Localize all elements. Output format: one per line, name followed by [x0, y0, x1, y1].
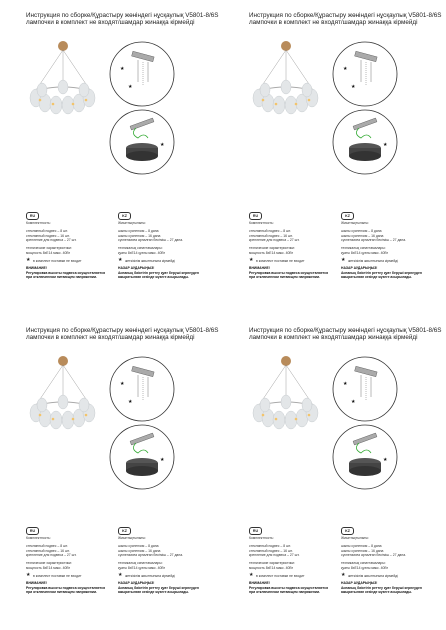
- star-icon: ★: [118, 257, 123, 263]
- ru-tech-heading: технические характеристики:: [249, 246, 295, 250]
- kz-tech-heading: техникалық сипаттамалары:: [341, 246, 386, 250]
- kz-warning-line: ажыратылған кезінде жүзеге асырылады.: [118, 275, 190, 279]
- kz-item: суспензияға арналған бекіткіш – 27 дана.: [341, 238, 407, 242]
- kz-badge: KZ: [341, 212, 354, 220]
- ru-warning-line: Регулировка высоты подвеса осуществляется: [249, 585, 329, 590]
- kz-warning-line: Аспаның биіктігін реттеу қуат беруші кернеуден: [118, 585, 199, 590]
- ru-warning-line: Регулировка высоты подвеса осуществляется: [26, 585, 106, 590]
- svg-text:★: ★: [128, 399, 133, 405]
- ru-tech-heading: технические характеристики:: [26, 246, 72, 250]
- ru-item: стеклянный подвес – 8 шт.: [26, 544, 68, 548]
- ru-badge: RU: [26, 527, 39, 535]
- title-line-2: лампочки в комплект не входят/шамдар жинаққа кірмейді: [26, 334, 195, 342]
- kz-tech-value: қуаты 8xE14 қуаты макс. 40Вт: [118, 565, 166, 570]
- svg-text:★: ★: [120, 66, 125, 72]
- ru-heading: Комплектность:: [26, 536, 51, 540]
- kz-warning-line: ажыратылған кезінде жүзеге асырылады.: [341, 275, 413, 279]
- star-icon: ★: [26, 257, 31, 263]
- canopy-wiring-detail-icon: [331, 108, 399, 176]
- ru-item: стеклянный подвес – 16 шт.: [26, 548, 70, 553]
- ru-badge: RU: [249, 212, 262, 220]
- kz-item: шыны суспензия – 8 дана: [118, 544, 159, 548]
- kz-item: шыны суспензия – 16 дана: [341, 548, 384, 553]
- instruction-card: [223, 0, 446, 315]
- ru-star-note: в комплект поставки не входит: [33, 258, 82, 263]
- ru-badge: RU: [249, 527, 262, 535]
- kz-heading: Жиынтықтылығы:: [118, 221, 146, 225]
- canopy-wiring-detail-icon: [108, 108, 176, 176]
- kz-warning-title: НАЗАР АУДАРЫҢЫЗ!: [341, 266, 378, 270]
- kz-item: суспензияға арналған бекіткіш – 27 дана.: [118, 238, 184, 242]
- title-line-2: лампочки в комплект не входят/шамдар жинаққа кірмейді: [249, 19, 418, 27]
- ru-warning-line: Регулировка высоты подвеса осуществляется: [26, 270, 106, 275]
- instruction-title: [26, 327, 220, 342]
- ru-warning-line: при отключенном питающем напряжении.: [249, 275, 320, 279]
- ru-warning-line: при отключенном питающем напряжении.: [249, 590, 320, 594]
- kz-badge: KZ: [118, 212, 131, 220]
- svg-text:★: ★: [160, 142, 165, 148]
- svg-text:★: ★: [343, 381, 348, 387]
- ru-star-note: в комплект поставки не входит: [256, 258, 305, 263]
- ru-warning-title: ВНИМАНИЕ!: [26, 266, 47, 270]
- kz-heading: Жиынтықтылығы:: [118, 536, 146, 540]
- kz-star-note: жеткізілім жиынтығына кірмейді: [348, 573, 398, 578]
- kz-warning-line: Аспаның биіктігін реттеу қуат беруші кернеуден: [118, 270, 199, 275]
- ru-item: стеклянный подвес – 16 шт.: [249, 233, 293, 238]
- svg-text:★: ★: [128, 84, 133, 90]
- star-icon: ★: [249, 257, 254, 263]
- kz-item: суспензияға арналған бекіткіш – 27 дана.: [118, 553, 184, 557]
- svg-text:★: ★: [351, 84, 356, 90]
- ceiling-mount-detail-icon: [108, 355, 176, 423]
- svg-text:★: ★: [383, 142, 388, 148]
- svg-text:★: ★: [351, 399, 356, 405]
- instruction-title: [249, 327, 443, 342]
- star-icon: ★: [341, 257, 346, 263]
- ru-item: крепление для подвеса – 27 шт.: [26, 553, 77, 557]
- kz-item: шыны суспензия – 8 дана: [341, 544, 382, 548]
- kz-tech-value: қуаты 8xE14 қуаты макс. 40Вт: [118, 250, 166, 255]
- ru-tech-heading: технические характеристики:: [26, 561, 72, 565]
- kz-warning-title: НАЗАР АУДАРЫҢЫЗ!: [341, 581, 378, 585]
- ru-warning-title: ВНИМАНИЕ!: [26, 581, 47, 585]
- ru-item: стеклянный подвес – 16 шт.: [26, 233, 70, 238]
- ru-star-note: в комплект поставки не входит: [33, 573, 82, 578]
- ru-item: крепление для подвеса – 27 шт.: [249, 553, 300, 557]
- instruction-title: [26, 12, 220, 27]
- kz-tech-heading: техникалық сипаттамалары:: [118, 561, 163, 565]
- kz-warning-line: ажыратылған кезінде жүзеге асырылады.: [341, 590, 413, 594]
- instruction-card: [0, 0, 223, 315]
- ru-heading: Комплектность:: [26, 221, 51, 225]
- instruction-title: [249, 12, 443, 27]
- kz-warning-line: ажыратылған кезінде жүзеге асырылады.: [118, 590, 190, 594]
- ru-warning-line: Регулировка высоты подвеса осуществляется: [249, 270, 329, 275]
- kz-warning-line: Аспаның биіктігін реттеу қуат беруші кернеуден: [341, 270, 422, 275]
- ru-heading: Комплектность:: [249, 536, 274, 540]
- star-icon: ★: [249, 572, 254, 578]
- chandelier-illustration: [243, 355, 329, 465]
- kz-star-note: жеткізілім жиынтығына кірмейді: [348, 258, 398, 263]
- chandelier-illustration: [20, 355, 106, 465]
- ru-warning-line: при отключенном питающем напряжении.: [26, 275, 97, 279]
- star-icon: ★: [118, 572, 123, 578]
- svg-text:★: ★: [160, 457, 165, 463]
- kz-heading: Жиынтықтылығы:: [341, 536, 369, 540]
- title-line-1: Инструкция по сборке/Құрастыру жөніндегі нұсқаулық V5801-8/6S: [26, 327, 219, 334]
- ru-warning-title: ВНИМАНИЕ!: [249, 266, 270, 270]
- kz-warning-title: НАЗАР АУДАРЫҢЫЗ!: [118, 266, 155, 270]
- kz-warning-title: НАЗАР АУДАРЫҢЫЗ!: [118, 581, 155, 585]
- ru-tech-value: мощность 8xE14 макс. 40Вт: [26, 250, 71, 255]
- kz-star-note: жеткізілім жиынтығына кірмейді: [125, 573, 175, 578]
- kz-item: суспензияға арналған бекіткіш – 27 дана.: [341, 553, 407, 557]
- kz-item: шыны суспензия – 8 дана: [341, 229, 382, 233]
- ru-tech-heading: технические характеристики:: [249, 561, 295, 565]
- title-line-2: лампочки в комплект не входят/шамдар жинаққа кірмейді: [26, 19, 195, 27]
- ru-warning-title: ВНИМАНИЕ!: [249, 581, 270, 585]
- kz-warning-line: Аспаның биіктігін реттеу қуат беруші кернеуден: [341, 585, 422, 590]
- kz-item: шыны суспензия – 16 дана: [118, 233, 161, 238]
- kz-star-note: жеткізілім жиынтығына кірмейді: [125, 258, 175, 263]
- ru-star-note: в комплект поставки не входит: [256, 573, 305, 578]
- ru-item: стеклянный подвес – 8 шт.: [26, 229, 68, 233]
- kz-tech-heading: техникалық сипаттамалары:: [118, 246, 163, 250]
- ru-heading: Комплектность:: [249, 221, 274, 225]
- ru-item: стеклянный подвес – 16 шт.: [249, 548, 293, 553]
- kz-item: шыны суспензия – 16 дана: [118, 548, 161, 553]
- ru-item: стеклянный подвес – 8 шт.: [249, 544, 291, 548]
- kz-badge: KZ: [118, 527, 131, 535]
- title-line-1: Инструкция по сборке/Құрастыру жөніндегі нұсқаулық V5801-8/6S: [26, 12, 219, 19]
- kz-item: шыны суспензия – 8 дана: [118, 229, 159, 233]
- ceiling-mount-detail-icon: [108, 40, 176, 108]
- star-icon: ★: [26, 572, 31, 578]
- svg-text:★: ★: [383, 457, 388, 463]
- instruction-card: [223, 315, 446, 630]
- ru-tech-value: мощность 8xE14 макс. 40Вт: [249, 250, 294, 255]
- kz-tech-value: қуаты 8xE14 қуаты макс. 40Вт: [341, 250, 389, 255]
- kz-badge: KZ: [341, 527, 354, 535]
- title-line-2: лампочки в комплект не входят/шамдар жинаққа кірмейді: [249, 334, 418, 342]
- canopy-wiring-detail-icon: [331, 423, 399, 491]
- ru-warning-line: при отключенном питающем напряжении.: [26, 590, 97, 594]
- ru-badge: RU: [26, 212, 39, 220]
- ru-tech-value: мощность 8xE14 макс. 40Вт: [249, 565, 294, 570]
- kz-heading: Жиынтықтылығы:: [341, 221, 369, 225]
- ru-item: крепление для подвеса – 27 шт.: [249, 238, 300, 242]
- kz-tech-heading: техникалық сипаттамалары:: [341, 561, 386, 565]
- kz-item: шыны суспензия – 16 дана: [341, 233, 384, 238]
- ceiling-mount-detail-icon: [331, 40, 399, 108]
- star-icon: ★: [341, 572, 346, 578]
- canopy-wiring-detail-icon: [108, 423, 176, 491]
- svg-text:★: ★: [343, 66, 348, 72]
- ru-item: стеклянный подвес – 8 шт.: [249, 229, 291, 233]
- kz-tech-value: қуаты 8xE14 қуаты макс. 40Вт: [341, 565, 389, 570]
- ru-tech-value: мощность 8xE14 макс. 40Вт: [26, 565, 71, 570]
- ceiling-mount-detail-icon: [331, 355, 399, 423]
- instruction-card: [0, 315, 223, 630]
- title-line-1: Инструкция по сборке/Құрастыру жөніндегі нұсқаулық V5801-8/6S: [249, 12, 442, 19]
- svg-text:★: ★: [120, 381, 125, 387]
- ru-item: крепление для подвеса – 27 шт.: [26, 238, 77, 242]
- chandelier-illustration: [243, 40, 329, 150]
- chandelier-illustration: [20, 40, 106, 150]
- title-line-1: Инструкция по сборке/Құрастыру жөніндегі нұсқаулық V5801-8/6S: [249, 327, 442, 334]
